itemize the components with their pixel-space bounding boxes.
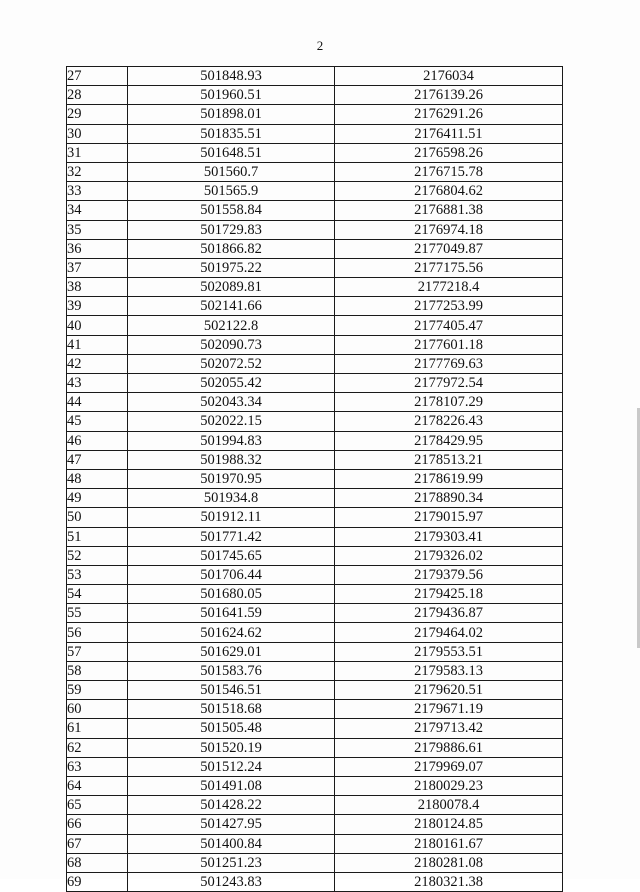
x-coordinate-cell: 501243.83 bbox=[128, 872, 335, 891]
point-number-cell: 68 bbox=[67, 853, 128, 872]
y-coordinate-cell: 2177972.54 bbox=[335, 374, 563, 393]
point-number-cell: 44 bbox=[67, 393, 128, 412]
point-number-cell: 62 bbox=[67, 738, 128, 757]
x-coordinate-cell: 501975.22 bbox=[128, 258, 335, 277]
table-row bbox=[67, 316, 563, 335]
x-coordinate-cell: 501970.95 bbox=[128, 469, 335, 488]
y-coordinate-cell: 2178429.95 bbox=[335, 431, 563, 450]
x-coordinate-cell: 501866.82 bbox=[128, 239, 335, 258]
x-coordinate-cell: 501934.8 bbox=[128, 489, 335, 508]
point-number-cell: 69 bbox=[67, 872, 128, 891]
y-coordinate-cell: 2179620.51 bbox=[335, 681, 563, 700]
point-number-cell: 54 bbox=[67, 585, 128, 604]
point-number-cell: 47 bbox=[67, 450, 128, 469]
y-coordinate-cell: 2178107.29 bbox=[335, 393, 563, 412]
x-coordinate-cell: 502022.15 bbox=[128, 412, 335, 431]
point-number-cell: 60 bbox=[67, 700, 128, 719]
coordinates-table-body bbox=[67, 67, 563, 892]
point-number-cell: 65 bbox=[67, 796, 128, 815]
y-coordinate-cell: 2177049.87 bbox=[335, 239, 563, 258]
y-coordinate-cell: 2178226.43 bbox=[335, 412, 563, 431]
table-row bbox=[67, 354, 563, 373]
point-number-cell: 48 bbox=[67, 469, 128, 488]
y-coordinate-cell: 2176598.26 bbox=[335, 143, 563, 162]
point-number-cell: 56 bbox=[67, 623, 128, 642]
table-row bbox=[67, 201, 563, 220]
y-coordinate-cell: 2176139.26 bbox=[335, 86, 563, 105]
table-row bbox=[67, 143, 563, 162]
table-row bbox=[67, 162, 563, 181]
y-coordinate-cell: 2176291.26 bbox=[335, 105, 563, 124]
y-coordinate-cell: 2180161.67 bbox=[335, 834, 563, 853]
point-number-cell: 64 bbox=[67, 776, 128, 795]
table-row bbox=[67, 834, 563, 853]
y-coordinate-cell: 2177601.18 bbox=[335, 335, 563, 354]
x-coordinate-cell: 501641.59 bbox=[128, 604, 335, 623]
y-coordinate-cell: 2177175.56 bbox=[335, 258, 563, 277]
point-number-cell: 57 bbox=[67, 642, 128, 661]
x-coordinate-cell: 501583.76 bbox=[128, 661, 335, 680]
x-coordinate-cell: 502122.8 bbox=[128, 316, 335, 335]
point-number-cell: 49 bbox=[67, 489, 128, 508]
y-coordinate-cell: 2179425.18 bbox=[335, 585, 563, 604]
table-row bbox=[67, 393, 563, 412]
y-coordinate-cell: 2180078.4 bbox=[335, 796, 563, 815]
x-coordinate-cell: 501771.42 bbox=[128, 527, 335, 546]
table-row bbox=[67, 642, 563, 661]
x-coordinate-cell: 502072.52 bbox=[128, 354, 335, 373]
x-coordinate-cell: 501400.84 bbox=[128, 834, 335, 853]
x-coordinate-cell: 501898.01 bbox=[128, 105, 335, 124]
x-coordinate-cell: 501745.65 bbox=[128, 546, 335, 565]
table-row bbox=[67, 700, 563, 719]
y-coordinate-cell: 2179553.51 bbox=[335, 642, 563, 661]
y-coordinate-cell: 2176034 bbox=[335, 67, 563, 86]
table-row bbox=[67, 412, 563, 431]
point-number-cell: 35 bbox=[67, 220, 128, 239]
point-number-cell: 45 bbox=[67, 412, 128, 431]
point-number-cell: 41 bbox=[67, 335, 128, 354]
table-row bbox=[67, 661, 563, 680]
x-coordinate-cell: 502089.81 bbox=[128, 278, 335, 297]
table-row bbox=[67, 86, 563, 105]
point-number-cell: 40 bbox=[67, 316, 128, 335]
y-coordinate-cell: 2177405.47 bbox=[335, 316, 563, 335]
point-number-cell: 46 bbox=[67, 431, 128, 450]
table-row bbox=[67, 872, 563, 891]
x-coordinate-cell: 502055.42 bbox=[128, 374, 335, 393]
table-row bbox=[67, 220, 563, 239]
table-row bbox=[67, 585, 563, 604]
table-row bbox=[67, 489, 563, 508]
x-coordinate-cell: 501546.51 bbox=[128, 681, 335, 700]
point-number-cell: 61 bbox=[67, 719, 128, 738]
x-coordinate-cell: 501648.51 bbox=[128, 143, 335, 162]
y-coordinate-cell: 2179583.13 bbox=[335, 661, 563, 680]
table-row bbox=[67, 815, 563, 834]
x-coordinate-cell: 501680.05 bbox=[128, 585, 335, 604]
table-row bbox=[67, 67, 563, 86]
y-coordinate-cell: 2179713.42 bbox=[335, 719, 563, 738]
x-coordinate-cell: 502043.34 bbox=[128, 393, 335, 412]
table-row bbox=[67, 278, 563, 297]
x-coordinate-cell: 502141.66 bbox=[128, 297, 335, 316]
y-coordinate-cell: 2176974.18 bbox=[335, 220, 563, 239]
y-coordinate-cell: 2178513.21 bbox=[335, 450, 563, 469]
y-coordinate-cell: 2176881.38 bbox=[335, 201, 563, 220]
point-number-cell: 27 bbox=[67, 67, 128, 86]
table-row bbox=[67, 239, 563, 258]
y-coordinate-cell: 2177218.4 bbox=[335, 278, 563, 297]
y-coordinate-cell: 2178890.34 bbox=[335, 489, 563, 508]
table-row bbox=[67, 719, 563, 738]
x-coordinate-cell: 501560.7 bbox=[128, 162, 335, 181]
y-coordinate-cell: 2180281.08 bbox=[335, 853, 563, 872]
point-number-cell: 42 bbox=[67, 354, 128, 373]
table-row bbox=[67, 258, 563, 277]
table-row bbox=[67, 431, 563, 450]
table-row bbox=[67, 776, 563, 795]
x-coordinate-cell: 501994.83 bbox=[128, 431, 335, 450]
y-coordinate-cell: 2177769.63 bbox=[335, 354, 563, 373]
table-row bbox=[67, 182, 563, 201]
x-coordinate-cell: 501518.68 bbox=[128, 700, 335, 719]
y-coordinate-cell: 2179671.19 bbox=[335, 700, 563, 719]
point-number-cell: 55 bbox=[67, 604, 128, 623]
y-coordinate-cell: 2179015.97 bbox=[335, 508, 563, 527]
table-row bbox=[67, 297, 563, 316]
point-number-cell: 37 bbox=[67, 258, 128, 277]
x-coordinate-cell: 501960.51 bbox=[128, 86, 335, 105]
point-number-cell: 30 bbox=[67, 124, 128, 143]
y-coordinate-cell: 2180124.85 bbox=[335, 815, 563, 834]
page-number: 2 bbox=[316, 38, 324, 53]
table-row bbox=[67, 124, 563, 143]
point-number-cell: 29 bbox=[67, 105, 128, 124]
x-coordinate-cell: 501848.93 bbox=[128, 67, 335, 86]
point-number-cell: 59 bbox=[67, 681, 128, 700]
table-row bbox=[67, 853, 563, 872]
y-coordinate-cell: 2176411.51 bbox=[335, 124, 563, 143]
table-row bbox=[67, 623, 563, 642]
point-number-cell: 51 bbox=[67, 527, 128, 546]
y-coordinate-cell: 2180321.38 bbox=[335, 872, 563, 891]
coordinates-table bbox=[66, 66, 563, 892]
x-coordinate-cell: 501491.08 bbox=[128, 776, 335, 795]
x-coordinate-cell: 501520.19 bbox=[128, 738, 335, 757]
point-number-cell: 63 bbox=[67, 757, 128, 776]
table-row bbox=[67, 565, 563, 584]
table-row bbox=[67, 450, 563, 469]
point-number-cell: 43 bbox=[67, 374, 128, 393]
table-row bbox=[67, 738, 563, 757]
point-number-cell: 28 bbox=[67, 86, 128, 105]
x-coordinate-cell: 501912.11 bbox=[128, 508, 335, 527]
x-coordinate-cell: 501835.51 bbox=[128, 124, 335, 143]
y-coordinate-cell: 2176715.78 bbox=[335, 162, 563, 181]
point-number-cell: 33 bbox=[67, 182, 128, 201]
table-row bbox=[67, 469, 563, 488]
table-row bbox=[67, 508, 563, 527]
point-number-cell: 67 bbox=[67, 834, 128, 853]
table-row bbox=[67, 796, 563, 815]
x-coordinate-cell: 501988.32 bbox=[128, 450, 335, 469]
point-number-cell: 38 bbox=[67, 278, 128, 297]
point-number-cell: 34 bbox=[67, 201, 128, 220]
y-coordinate-cell: 2179326.02 bbox=[335, 546, 563, 565]
table-row bbox=[67, 374, 563, 393]
x-coordinate-cell: 501558.84 bbox=[128, 201, 335, 220]
table-row bbox=[67, 604, 563, 623]
x-coordinate-cell: 501427.95 bbox=[128, 815, 335, 834]
y-coordinate-cell: 2178619.99 bbox=[335, 469, 563, 488]
x-coordinate-cell: 501624.62 bbox=[128, 623, 335, 642]
point-number-cell: 53 bbox=[67, 565, 128, 584]
table-row bbox=[67, 546, 563, 565]
y-coordinate-cell: 2179436.87 bbox=[335, 604, 563, 623]
y-coordinate-cell: 2179464.02 bbox=[335, 623, 563, 642]
point-number-cell: 66 bbox=[67, 815, 128, 834]
point-number-cell: 36 bbox=[67, 239, 128, 258]
point-number-cell: 39 bbox=[67, 297, 128, 316]
x-coordinate-cell: 501428.22 bbox=[128, 796, 335, 815]
x-coordinate-cell: 501505.48 bbox=[128, 719, 335, 738]
table-row bbox=[67, 527, 563, 546]
y-coordinate-cell: 2179303.41 bbox=[335, 527, 563, 546]
point-number-cell: 50 bbox=[67, 508, 128, 527]
y-coordinate-cell: 2176804.62 bbox=[335, 182, 563, 201]
table-row bbox=[67, 105, 563, 124]
y-coordinate-cell: 2180029.23 bbox=[335, 776, 563, 795]
y-coordinate-cell: 2177253.99 bbox=[335, 297, 563, 316]
x-coordinate-cell: 502090.73 bbox=[128, 335, 335, 354]
table-row bbox=[67, 681, 563, 700]
point-number-cell: 58 bbox=[67, 661, 128, 680]
y-coordinate-cell: 2179886.61 bbox=[335, 738, 563, 757]
table-row bbox=[67, 335, 563, 354]
table-row bbox=[67, 757, 563, 776]
point-number-cell: 52 bbox=[67, 546, 128, 565]
point-number-cell: 31 bbox=[67, 143, 128, 162]
x-coordinate-cell: 501565.9 bbox=[128, 182, 335, 201]
x-coordinate-cell: 501512.24 bbox=[128, 757, 335, 776]
point-number-cell: 32 bbox=[67, 162, 128, 181]
x-coordinate-cell: 501629.01 bbox=[128, 642, 335, 661]
x-coordinate-cell: 501706.44 bbox=[128, 565, 335, 584]
y-coordinate-cell: 2179969.07 bbox=[335, 757, 563, 776]
x-coordinate-cell: 501251.23 bbox=[128, 853, 335, 872]
y-coordinate-cell: 2179379.56 bbox=[335, 565, 563, 584]
x-coordinate-cell: 501729.83 bbox=[128, 220, 335, 239]
